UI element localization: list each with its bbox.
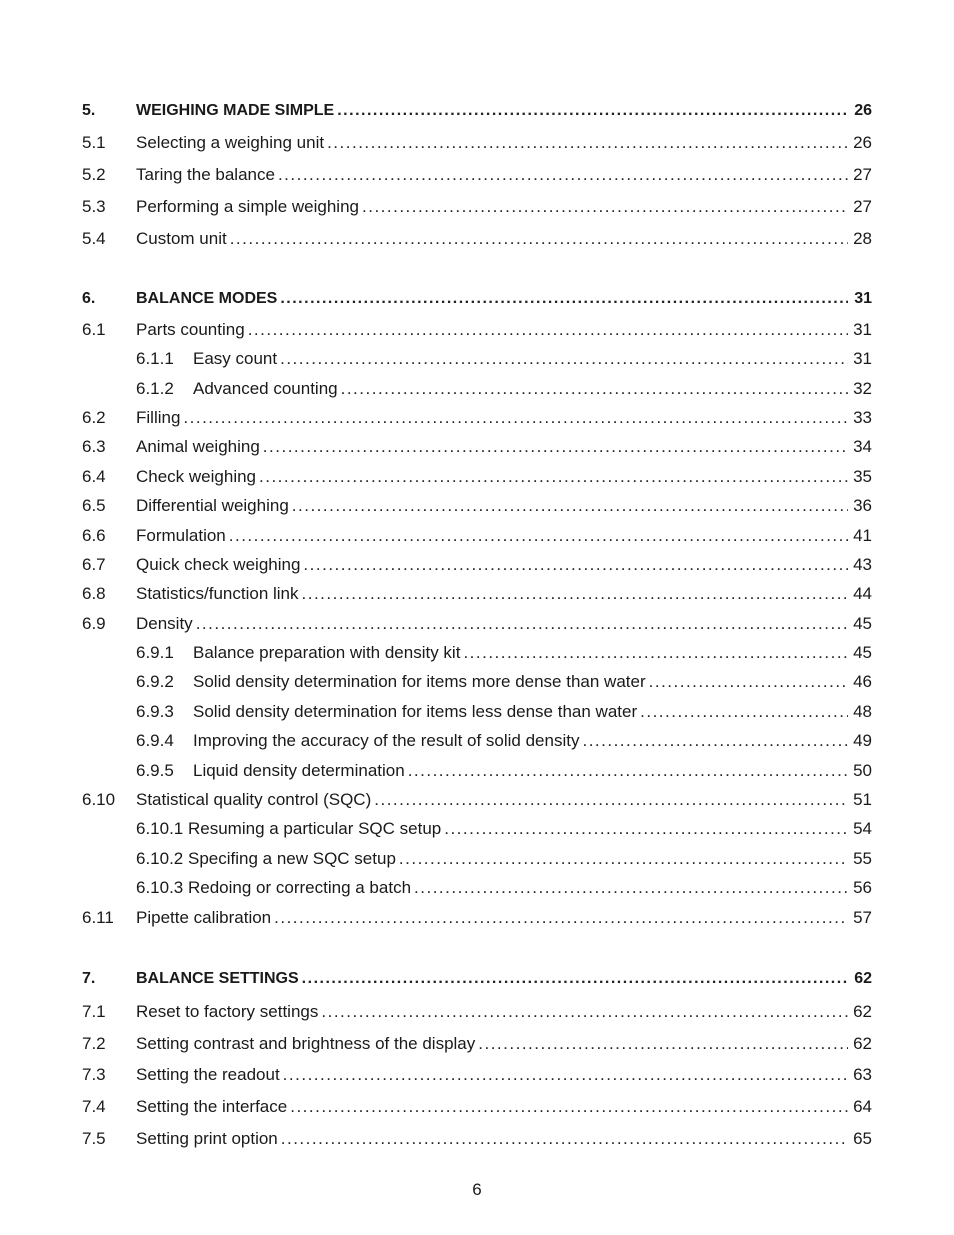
dot-leader	[362, 195, 848, 219]
toc-entry-page: 31	[853, 320, 872, 339]
toc-entry-title: Specifing a new SQC setup	[188, 849, 396, 868]
toc-entry-6-9-5[interactable]	[136, 759, 872, 783]
toc-entry-title: Performing a simple weighing	[136, 197, 359, 216]
dot-leader	[278, 163, 848, 187]
toc-entry-number: 6.9.4	[136, 731, 174, 750]
toc-entry-number: 7.1	[82, 1002, 106, 1021]
toc-entry-number: 6.3	[82, 437, 106, 456]
toc-entry-page: 33	[853, 408, 872, 427]
toc-entry-title: Taring the balance	[136, 165, 275, 184]
dot-leader	[280, 287, 848, 311]
toc-entry-page: 26	[854, 102, 872, 119]
toc-entry-6-7[interactable]	[82, 553, 872, 577]
toc-entry-5-4[interactable]	[82, 227, 872, 251]
toc-entry-number: 6.9.5	[136, 761, 174, 780]
toc-entry-page: 41	[853, 526, 872, 545]
toc-entry-6-9[interactable]	[82, 612, 872, 636]
toc-entry-page: 55	[853, 849, 872, 868]
toc-entry-6-6[interactable]	[82, 524, 872, 548]
toc-entry-title: Solid density determination for items more dense than water	[193, 672, 646, 691]
toc-entry-title: Reset to factory settings	[136, 1002, 319, 1021]
toc-entry-5-3[interactable]	[82, 195, 872, 219]
dot-leader	[582, 729, 848, 753]
toc-entry-page: 45	[853, 643, 872, 662]
toc-entry-number: 6.9.1	[136, 643, 174, 662]
toc-entry-6[interactable]	[82, 287, 872, 311]
toc-entry-page: 26	[853, 133, 872, 152]
toc-entry-number: 6.10.3	[136, 878, 184, 897]
dot-leader	[414, 876, 848, 900]
toc-entry-page: 35	[853, 467, 872, 486]
toc-entry-page: 62	[853, 1034, 872, 1053]
toc-entry-7-3[interactable]	[82, 1063, 872, 1087]
toc-entry-title: Check weighing	[136, 467, 257, 486]
toc-entry-page: 65	[853, 1129, 872, 1148]
toc-entry-title: Pipette calibration	[136, 908, 272, 927]
toc-entry-number: 6.9	[82, 614, 106, 633]
toc-entry-number: 5.2	[82, 165, 106, 184]
toc-entry-number-title	[136, 817, 441, 841]
dot-leader	[399, 847, 848, 871]
toc-entry-number: 6.4	[82, 467, 106, 486]
dot-leader	[259, 465, 848, 489]
dot-leader	[292, 494, 848, 518]
toc-entry-title: Setting the readout	[136, 1065, 280, 1084]
toc-entry-number: 5.4	[82, 229, 106, 248]
toc-entry-6-2[interactable]	[82, 406, 872, 430]
toc-entry-number: 7.	[82, 970, 96, 987]
toc-entry-number: 5.1	[82, 133, 106, 152]
toc-entry-6-8[interactable]	[82, 582, 872, 606]
toc-entry-number: 7.3	[82, 1065, 106, 1084]
toc-entry-title: Statistical quality control (SQC)	[136, 790, 372, 809]
toc-entry-title: Setting print option	[136, 1129, 278, 1148]
toc-entry-5[interactable]	[82, 99, 872, 123]
toc-entry-title: WEIGHING MADE SIMPLE	[136, 102, 335, 119]
toc-entry-6-4[interactable]	[82, 465, 872, 489]
toc-entry-number: 6.1.2	[136, 379, 174, 398]
dot-leader	[196, 612, 848, 636]
toc-entry-7-4[interactable]	[82, 1095, 872, 1119]
toc-entry-title: Solid density determination for items less dense than water	[193, 702, 638, 721]
toc-entry-6-10[interactable]	[82, 788, 872, 812]
toc-entry-7-5[interactable]	[82, 1127, 872, 1151]
dot-leader	[281, 1127, 848, 1151]
toc-entry-title: Differential weighing	[136, 496, 289, 515]
toc-entry-number: 6.6	[82, 526, 106, 545]
dot-leader	[183, 406, 848, 430]
dot-leader	[374, 788, 848, 812]
toc-entry-number: 7.4	[82, 1097, 106, 1116]
dot-leader	[327, 131, 848, 155]
dot-leader	[649, 670, 848, 694]
toc-entry-page: 44	[853, 584, 872, 603]
dot-leader	[478, 1032, 848, 1056]
toc-entry-page: 50	[853, 761, 872, 780]
dot-leader	[321, 1000, 848, 1024]
toc-entry-page: 56	[853, 878, 872, 897]
toc-entry-page: 27	[853, 165, 872, 184]
toc-entry-number: 6.2	[82, 408, 106, 427]
toc-entry-page: 43	[853, 555, 872, 574]
dot-leader	[302, 582, 848, 606]
toc-entry-number: 6.9.3	[136, 702, 174, 721]
toc-entry-title: Resuming a particular SQC setup	[188, 819, 442, 838]
dot-leader	[408, 759, 848, 783]
toc-entry-title: Setting the interface	[136, 1097, 288, 1116]
toc-entry-page: 34	[853, 437, 872, 456]
toc-entry-page: 46	[853, 672, 872, 691]
dot-leader	[229, 524, 848, 548]
dot-leader	[274, 906, 848, 930]
toc-entry-number: 6.10.2	[136, 849, 184, 868]
dot-leader	[283, 1063, 848, 1087]
dot-leader	[640, 700, 848, 724]
toc-entry-6-9-1[interactable]	[136, 641, 872, 665]
toc-entry-number: 7.5	[82, 1129, 106, 1148]
toc-entry-page: 57	[853, 908, 872, 927]
toc-entry-title: Animal weighing	[136, 437, 260, 456]
dot-leader	[337, 99, 848, 123]
toc-entry-page: 36	[853, 496, 872, 515]
toc-entry-6-10-2[interactable]	[136, 847, 872, 871]
page-number: 6	[472, 1180, 482, 1199]
toc-entry-title: Custom unit	[136, 229, 227, 248]
toc-entry-6-10-1[interactable]	[136, 817, 872, 841]
toc-entry-number: 7.2	[82, 1034, 106, 1053]
toc-entry-title: Density	[136, 614, 193, 633]
toc-entry-7[interactable]	[82, 967, 872, 991]
dot-leader	[302, 967, 848, 991]
toc-entry-title: Parts counting	[136, 320, 245, 339]
toc-entry-title: Filling	[136, 408, 181, 427]
toc-entry-title: Statistics/function link	[136, 584, 299, 603]
toc-entry-title: Balance preparation with density kit	[193, 643, 461, 662]
toc-entry-6-1-1[interactable]	[136, 347, 872, 371]
toc-entry-7-1[interactable]	[82, 1000, 872, 1024]
dot-leader	[303, 553, 848, 577]
toc-entry-page: 63	[853, 1065, 872, 1084]
dot-leader	[280, 347, 848, 371]
toc-entry-6-1-2[interactable]	[136, 377, 872, 401]
toc-entry-number: 6.11	[82, 908, 114, 927]
toc-entry-page: 62	[854, 970, 872, 987]
toc-entry-page: 64	[853, 1097, 872, 1116]
toc-entry-5-1[interactable]	[82, 131, 872, 155]
dot-leader	[263, 435, 848, 459]
toc-entry-title: Redoing or correcting a batch	[188, 878, 412, 897]
toc-entry-title: Advanced counting	[193, 379, 338, 398]
toc-entry-number: 5.3	[82, 197, 106, 216]
toc-entry-page: 48	[853, 702, 872, 721]
toc-entry-number-title	[136, 847, 396, 871]
toc-entry-6-9-4[interactable]	[136, 729, 872, 753]
toc-entry-title: Quick check weighing	[136, 555, 301, 574]
toc-entry-6-3[interactable]	[82, 435, 872, 459]
toc-entry-number: 5.	[82, 102, 96, 119]
toc-entry-6-11[interactable]	[82, 906, 872, 930]
toc-entry-page: 27	[853, 197, 872, 216]
toc-entry-title: Setting contrast and brightness of the display	[136, 1034, 476, 1053]
dot-leader	[341, 377, 848, 401]
toc-entry-page: 51	[853, 790, 872, 809]
toc-entry-title: Liquid density determination	[193, 761, 405, 780]
toc-entry-7-2[interactable]	[82, 1032, 872, 1056]
toc-entry-title: Selecting a weighing unit	[136, 133, 325, 152]
toc-entry-number: 6.1	[82, 320, 106, 339]
toc-entry-title: Improving the accuracy of the result of solid density	[193, 731, 580, 750]
dot-leader	[248, 318, 848, 342]
dot-leader	[230, 227, 848, 251]
toc-entry-6-9-3[interactable]	[136, 700, 872, 724]
toc-entry-number: 6.5	[82, 496, 106, 515]
toc-entry-page: 31	[854, 290, 872, 307]
toc-entry-number-title	[136, 876, 411, 900]
toc-entry-number: 6.10	[82, 790, 116, 809]
toc-entry-6-5[interactable]	[82, 494, 872, 518]
dot-leader	[444, 817, 848, 841]
toc-entry-number: 6.8	[82, 584, 106, 603]
toc-entry-6-1[interactable]	[82, 318, 872, 342]
toc-entry-page: 62	[853, 1002, 872, 1021]
toc-entry-number: 6.1.1	[136, 349, 174, 368]
toc-entry-title: BALANCE SETTINGS	[136, 970, 299, 987]
toc-entry-title: BALANCE MODES	[136, 290, 278, 307]
toc-entry-number: 6.9.2	[136, 672, 174, 691]
toc-entry-page: 54	[853, 819, 872, 838]
toc-entry-title: Formulation	[136, 526, 226, 545]
toc-entry-page: 45	[853, 614, 872, 633]
toc-entry-title: Easy count	[193, 349, 278, 368]
dot-leader	[463, 641, 848, 665]
toc-entry-page: 31	[853, 349, 872, 368]
toc-entry-number: 6.	[82, 290, 96, 307]
toc-entry-number: 6.7	[82, 555, 106, 574]
toc-entry-6-9-2[interactable]	[136, 670, 872, 694]
toc-entry-5-2[interactable]	[82, 163, 872, 187]
toc-entry-page: 49	[853, 731, 872, 750]
dot-leader	[290, 1095, 848, 1119]
toc-entry-page: 28	[853, 229, 872, 248]
toc-entry-6-10-3[interactable]	[136, 876, 872, 900]
toc-entry-page: 32	[853, 379, 872, 398]
toc-entry-number: 6.10.1	[136, 819, 184, 838]
